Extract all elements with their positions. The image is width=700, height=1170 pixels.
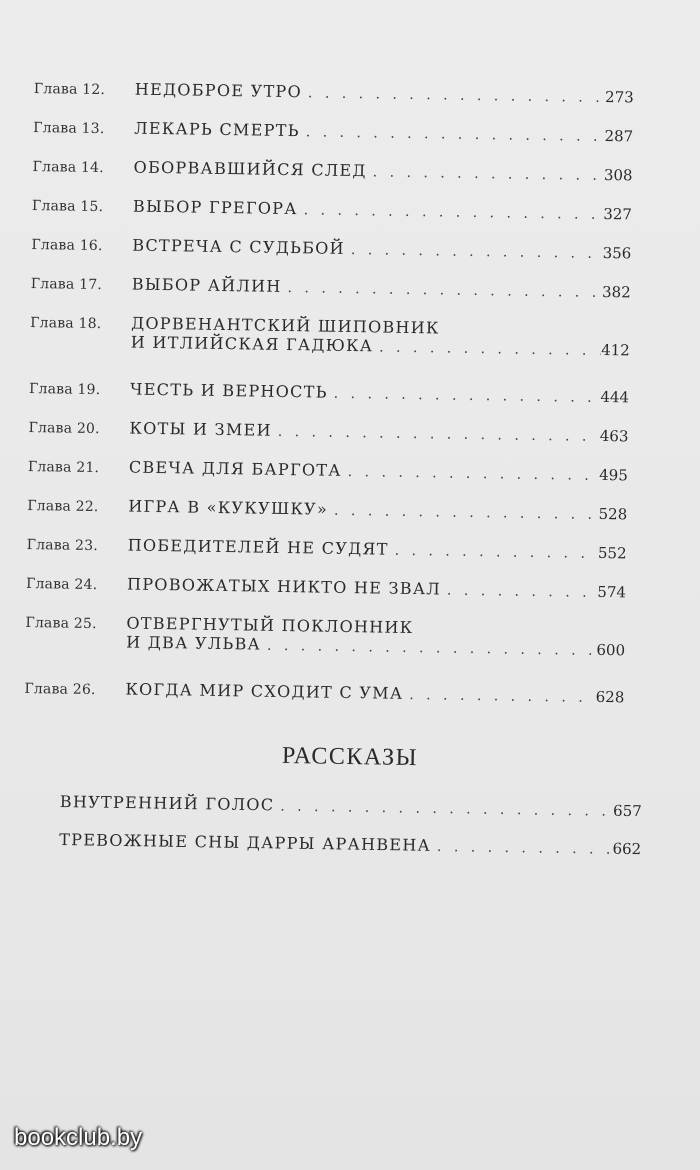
chapter-title-line-1: ОТВЕРГНУТЫЙ ПОКЛОННИК: [126, 613, 414, 638]
page-number: 574: [597, 582, 627, 602]
dot-leader: [328, 503, 599, 523]
page-number: 552: [597, 543, 627, 563]
chapter-title: ЛЕКАРЬ СМЕРТЬ: [134, 118, 300, 141]
dot-leader: [281, 280, 602, 301]
chapter-label: Глава 26.: [24, 680, 96, 699]
page-number: 287: [604, 126, 634, 146]
chapter-title: ОБОРВАВШИЙСЯ СЛЕД: [133, 157, 367, 181]
dot-leader: [274, 798, 613, 819]
story-title: ВНУТРЕННИЙ ГОЛОС: [59, 792, 275, 815]
toc-entry-chapter-18: [29, 312, 630, 387]
page-number: 382: [601, 282, 631, 302]
dot-leader: [373, 339, 601, 359]
chapter-label: Глава 19.: [28, 380, 101, 399]
dot-leader: [261, 638, 597, 659]
page-number: 495: [599, 465, 628, 485]
page-number: 327: [603, 204, 633, 224]
dot-leader: [389, 543, 599, 562]
chapter-label: Глава 24.: [25, 575, 98, 594]
dot-leader: [302, 85, 605, 106]
watermark: bookclub.by: [14, 1124, 143, 1151]
dot-leader: [298, 202, 604, 223]
chapter-title: ПРОВОЖАТЫХ НИКТО НЕ ЗВАЛ: [126, 574, 442, 599]
page-number: 628: [595, 687, 625, 707]
chapter-title-line-2: И ИТЛИЙСКАЯ ГАДЮКА: [130, 332, 374, 356]
chapter-label: Глава 18.: [30, 314, 102, 333]
chapter-title: НЕДОБРОЕ УТРО: [134, 79, 303, 102]
toc-entry-story-2: [59, 830, 642, 877]
chapter-title: КОТЫ И ЗМЕИ: [129, 418, 272, 440]
chapter-title: ВСТРЕЧА С СУДЬБОЙ: [132, 235, 346, 258]
toc-entry-chapter-25: [25, 612, 626, 687]
page-number: 356: [602, 243, 632, 263]
page-number: 308: [603, 165, 633, 185]
dot-leader: [328, 386, 601, 406]
chapter-title: ИГРА В «КУКУШКУ»: [128, 496, 329, 519]
chapter-title-line-2: И ДВА УЛЬВА: [126, 632, 262, 654]
chapter-label: Глава 21.: [27, 458, 100, 477]
page-number: 444: [600, 387, 630, 407]
dot-leader: [431, 839, 613, 858]
chapter-title: КОГДА МИР СХОДИТ С УМА: [125, 679, 404, 703]
table-of-contents: [24, 78, 634, 726]
chapter-title: СВЕЧА ДЛЯ БАРГОТА: [128, 457, 342, 480]
chapter-title-line-1: ДОРВЕНАНТСКИЙ ШИПОВНИК: [131, 313, 440, 338]
chapter-label: Глава 17.: [30, 275, 103, 294]
chapter-title: ПОБЕДИТЕЛЕЙ НЕ СУДЯТ: [127, 535, 389, 559]
dot-leader: [441, 582, 598, 600]
page-number: 412: [601, 340, 630, 360]
chapter-label: Глава 14.: [32, 158, 104, 177]
page-number: 273: [604, 87, 634, 107]
chapter-label: Глава 20.: [28, 419, 100, 438]
chapter-label: Глава 25.: [25, 614, 97, 633]
section-heading-stories: РАССКАЗЫ: [281, 742, 419, 772]
dot-leader: [367, 164, 604, 184]
page-number: 463: [599, 426, 629, 446]
story-title: ТРЕВОЖНЫЕ СНЫ ДАРРЫ АРАНВЕНА: [59, 829, 432, 855]
page-number: 528: [598, 504, 628, 524]
dot-leader: [300, 124, 605, 145]
page-number: 600: [596, 640, 626, 660]
chapter-title: ВЫБОР АЙЛИН: [131, 274, 282, 296]
stories-list: [59, 792, 642, 877]
chapter-label: Глава 16.: [31, 236, 103, 255]
dot-leader: [345, 242, 603, 262]
chapter-label: Глава 23.: [26, 536, 99, 555]
chapter-title: ЧЕСТЬ И ВЕРНОСТЬ: [129, 379, 328, 402]
page-number: 662: [612, 839, 642, 859]
dot-leader: [342, 464, 600, 484]
page-number: 657: [612, 801, 642, 821]
dot-leader: [403, 687, 596, 706]
chapter-label: Глава 15.: [31, 197, 104, 216]
chapter-title: ВЫБОР ГРЕГОРА: [132, 196, 298, 219]
chapter-label: Глава 22.: [27, 497, 99, 516]
chapter-label: Глава 13.: [33, 119, 105, 138]
chapter-label: Глава 12.: [33, 80, 106, 99]
toc-entry-chapter-26: [24, 678, 625, 726]
dot-leader: [272, 424, 600, 445]
